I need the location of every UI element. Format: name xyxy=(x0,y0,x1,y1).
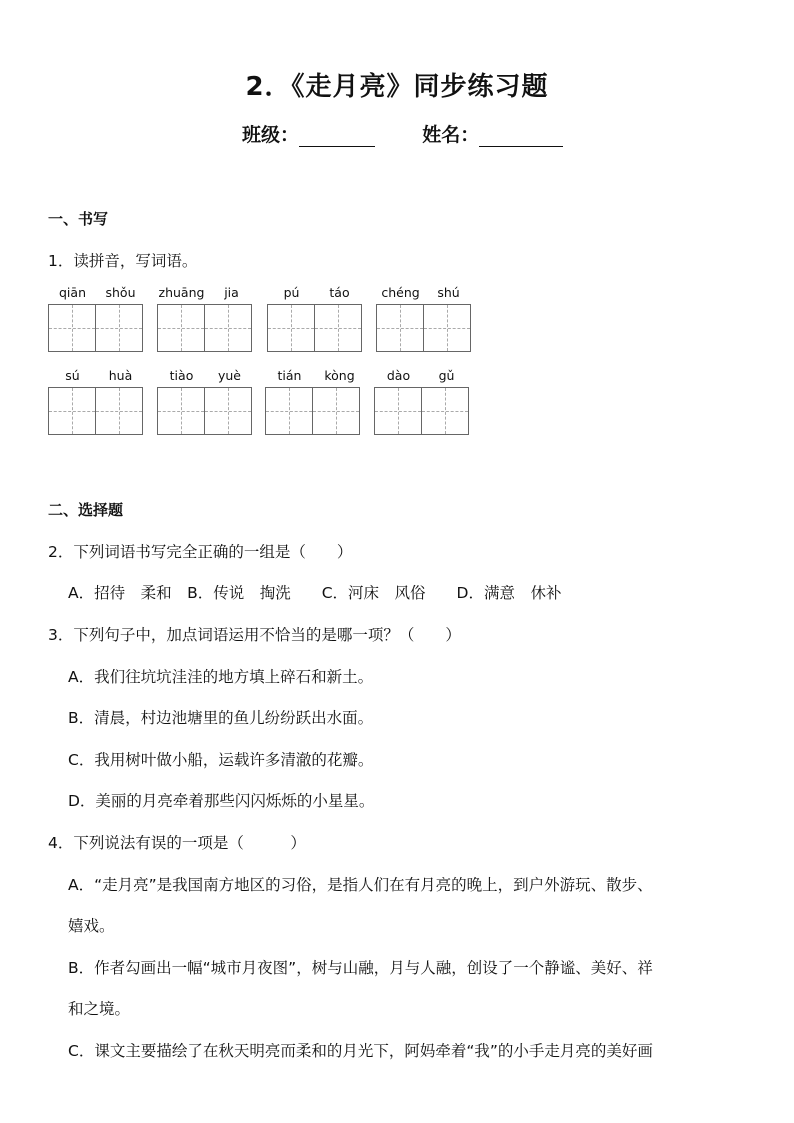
writing-cell[interactable] xyxy=(265,387,313,435)
pinyin: sú xyxy=(65,368,80,383)
writing-cell[interactable] xyxy=(421,387,469,435)
question-3: 3．下列句子中，加点词语运用不恰当的是哪一项？（ ） xyxy=(48,626,461,644)
writing-cell[interactable] xyxy=(423,304,471,352)
pinyin: yuè xyxy=(217,368,241,383)
page-title: 2．《走月亮》同步练习题 xyxy=(245,72,549,102)
writing-cell[interactable] xyxy=(267,304,315,352)
pinyin-group xyxy=(157,368,255,436)
question-3-option-a: A．我们往坑坑洼洼的地方填上碎石和新土。 xyxy=(68,668,374,686)
writing-cell[interactable] xyxy=(376,304,424,352)
question-1: 1．读拼音，写词语。 xyxy=(48,252,198,270)
section-writing-heading: 一、书写 xyxy=(48,210,109,228)
pinyin: jia xyxy=(224,285,239,300)
question-4-option-b-cont: 和之境。 xyxy=(68,1000,131,1018)
question-3-option-c: C．我用树叶做小船，运载许多清澈的花瓣。 xyxy=(68,751,374,769)
pinyin: shú xyxy=(437,285,460,300)
question-4-option-b: B．作者勾画出一幅“城市月夜图”，树与山融，月与人融，创设了一个静谧、美好、祥 xyxy=(68,959,653,977)
pinyin-group xyxy=(48,285,146,353)
question-4-option-a: A．“走月亮”是我国南方地区的习俗，是指人们在有月亮的晚上，到户外游玩、散步、 xyxy=(68,876,653,894)
pinyin-group xyxy=(376,285,474,353)
pinyin-group xyxy=(267,285,365,353)
writing-cell[interactable] xyxy=(95,304,143,352)
question-2-options: A．招待 柔和 B．传说 掏洗 C．河床 风俗 D．满意 休补 xyxy=(68,584,562,602)
question-4: 4．下列说法有误的一项是（ ） xyxy=(48,834,306,852)
student-info-row xyxy=(242,120,563,147)
pinyin: tiào xyxy=(169,368,194,383)
writing-cell[interactable] xyxy=(374,387,422,435)
class-blank[interactable] xyxy=(299,126,375,147)
pinyin: shǒu xyxy=(105,285,136,300)
pinyin: gǔ xyxy=(438,368,455,383)
pinyin-group xyxy=(157,285,255,353)
question-2: 2．下列词语书写完全正确的一组是（ ） xyxy=(48,543,353,561)
pinyin: táo xyxy=(329,285,350,300)
pinyin: kòng xyxy=(324,368,355,383)
section-choice-heading: 二、选择题 xyxy=(48,501,124,519)
writing-cell[interactable] xyxy=(204,387,252,435)
question-3-option-d: D．美丽的月亮牵着那些闪闪烁烁的小星星。 xyxy=(68,792,375,810)
pinyin: tián xyxy=(277,368,302,383)
question-4-option-c: C．课文主要描绘了在秋天明亮而柔和的月光下，阿妈牵着“我”的小手走月亮的美好画 xyxy=(68,1042,653,1060)
pinyin: dào xyxy=(386,368,411,383)
writing-cell[interactable] xyxy=(204,304,252,352)
pinyin: qiān xyxy=(59,285,86,300)
writing-cell[interactable] xyxy=(48,304,96,352)
question-4-option-a-cont: 嬉戏。 xyxy=(68,917,115,935)
pinyin: chéng xyxy=(381,285,420,300)
class-label: 班级： xyxy=(242,124,300,146)
writing-cell[interactable] xyxy=(314,304,362,352)
question-3-option-b: B．清晨，村边池塘里的鱼儿纷纷跃出水面。 xyxy=(68,709,374,727)
writing-cell[interactable] xyxy=(157,304,205,352)
writing-cell[interactable] xyxy=(95,387,143,435)
pinyin-group xyxy=(374,368,472,436)
pinyin: pú xyxy=(283,285,300,300)
name-blank[interactable] xyxy=(479,126,563,147)
writing-cell[interactable] xyxy=(157,387,205,435)
writing-cell[interactable] xyxy=(48,387,96,435)
pinyin: huà xyxy=(108,368,133,383)
pinyin: zhuāng xyxy=(158,285,205,300)
pinyin-group xyxy=(48,368,146,436)
name-label: 姓名： xyxy=(422,124,480,146)
pinyin-group xyxy=(265,368,363,436)
writing-cell[interactable] xyxy=(312,387,360,435)
